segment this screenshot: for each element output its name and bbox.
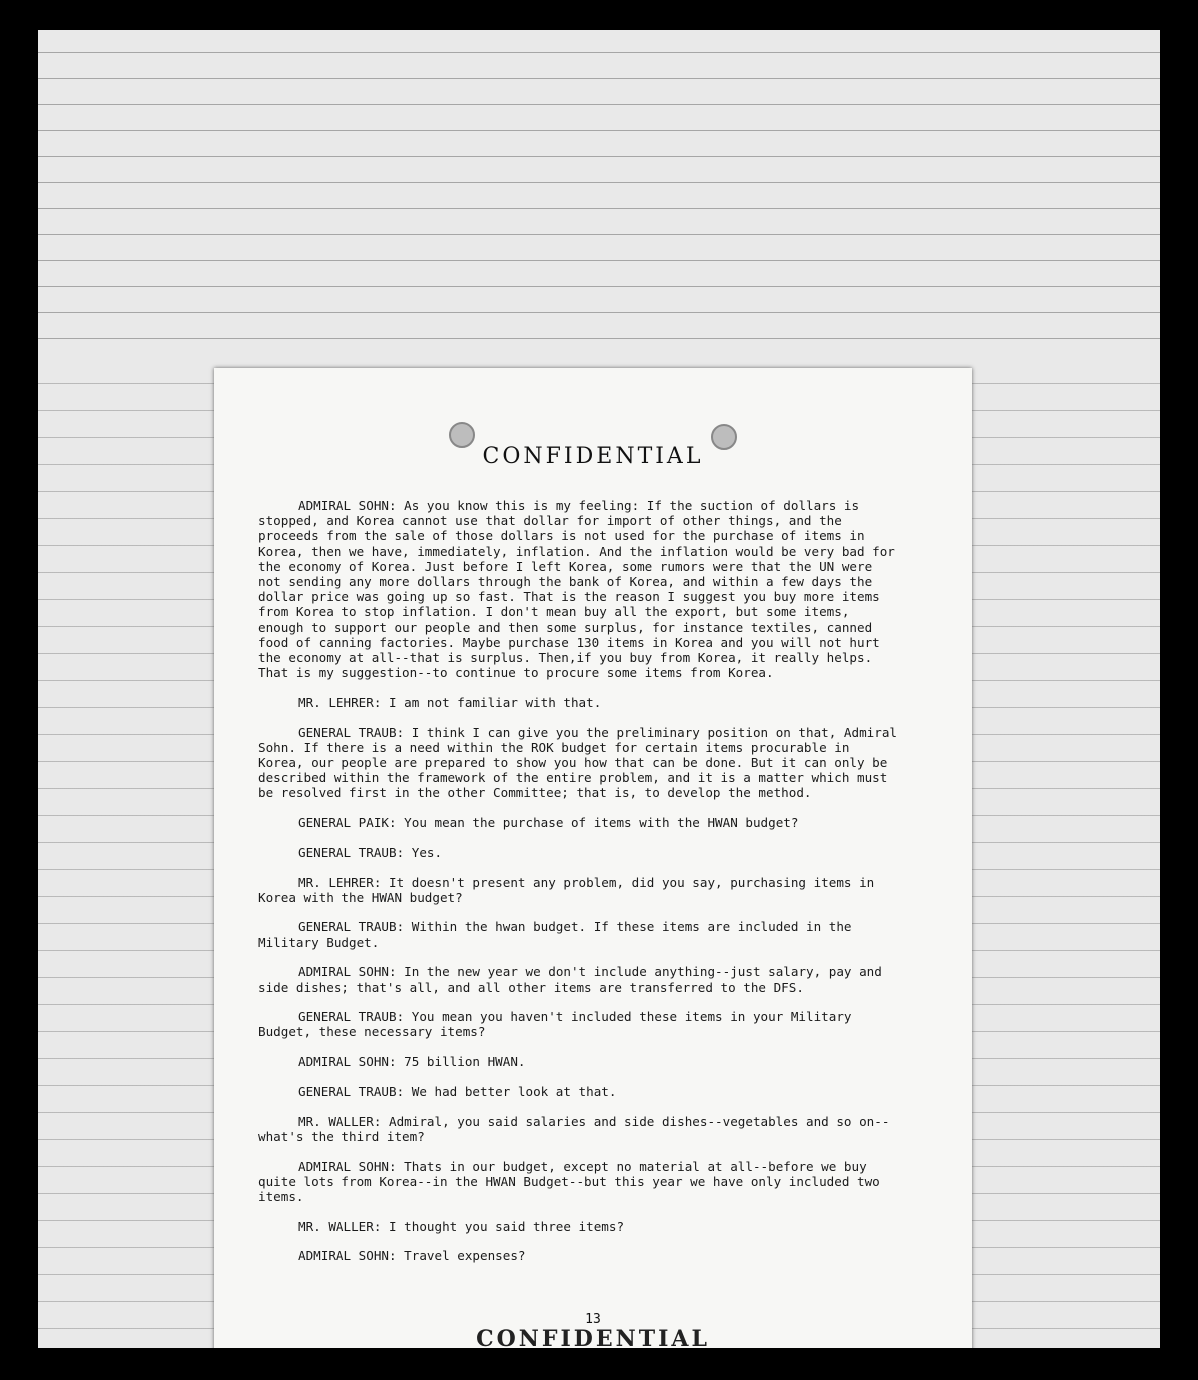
paragraph-text: We had better look at that. xyxy=(411,1083,617,1099)
paragraph-text: Admiral, you said salaries and side dishes--vegetables and so on--what's the third item? xyxy=(258,1113,890,1144)
speaker-name: ADMIRAL SOHN: xyxy=(298,1248,397,1264)
paragraph-text: It doesn't present any problem, did you say, purchasing items in Korea with the HWAN budget? xyxy=(258,874,875,905)
paragraph xyxy=(258,695,898,710)
paragraph-text: I think I can give you the preliminary position on that, Admiral Sohn. If there is a need within the ROK budget for certain items procurable in Korea, our people are prepared to show you how that can be done. But it can only be described within the framework of the entire problem, and it is a matter which must be resolved first in the other Committee; that is, to develop the method. xyxy=(258,724,898,801)
paragraph xyxy=(258,1084,898,1099)
paragraph-text: Within the hwan budget. If these items are included in the Military Budget. xyxy=(258,919,852,950)
paragraph xyxy=(258,1219,898,1234)
paragraph-text: In the new year we don't include anything--just salary, pay and side dishes; that's all, and all other items are transferred to the DFS. xyxy=(258,964,882,995)
paragraph xyxy=(258,1248,898,1263)
speaker-name: GENERAL TRAUB: xyxy=(298,1083,405,1099)
paragraph-text: You mean you haven't included these items in your Military Budget, these necessary items? xyxy=(258,1009,852,1040)
paragraph-text: Travel expenses? xyxy=(404,1248,526,1264)
paragraph xyxy=(258,845,898,860)
paragraph xyxy=(258,815,898,830)
speaker-name: GENERAL PAIK: xyxy=(298,815,397,831)
classification-header: CONFIDENTIAL xyxy=(482,444,704,469)
ruled-paper-right xyxy=(970,360,1160,1348)
speaker-name: GENERAL TRAUB: xyxy=(298,1009,405,1025)
paragraph-text: You mean the purchase of items with the HWAN budget? xyxy=(404,815,799,831)
paragraph xyxy=(258,919,898,949)
speaker-name: ADMIRAL SOHN: xyxy=(298,964,397,980)
paragraph-text: I thought you said three items? xyxy=(389,1218,625,1234)
paragraph-text: 75 billion HWAN. xyxy=(404,1054,526,1070)
speaker-name: GENERAL TRAUB: xyxy=(298,724,405,740)
paragraph xyxy=(258,875,898,905)
speaker-name: ADMIRAL SOHN: xyxy=(298,498,397,513)
document-page xyxy=(214,368,972,1348)
paragraph xyxy=(258,1009,898,1039)
page-number: 13 xyxy=(585,1312,601,1327)
paragraph-text: I am not familiar with that. xyxy=(389,694,602,710)
classification-footer: CONFIDENTIAL xyxy=(476,1326,710,1348)
speaker-name: ADMIRAL SOHN: xyxy=(298,1158,397,1174)
speaker-name: GENERAL TRAUB: xyxy=(298,844,405,860)
paragraph xyxy=(258,725,898,801)
speaker-name: ADMIRAL SOHN: xyxy=(298,1054,397,1070)
speaker-name: MR. WALLER: xyxy=(298,1113,382,1129)
paragraph-text: Yes. xyxy=(411,844,443,860)
paragraph xyxy=(258,964,898,994)
speaker-name: GENERAL TRAUB: xyxy=(298,919,405,935)
speaker-name: MR. LEHRER: xyxy=(298,874,382,890)
transcript-body xyxy=(258,498,898,1278)
speaker-name: MR. WALLER: xyxy=(298,1218,382,1234)
paragraph xyxy=(258,1159,898,1205)
paragraph xyxy=(258,1054,898,1069)
paragraph-text: As you know this is my feeling: If the suction of dollars is stopped, and Korea cannot use that dollar for import of other things, and the proceeds from the sale of those dollars is not used for the purchase of items in Korea, then we have, immediately, inflation. And the inflation would be very bad for the economy of Korea. Just before I left Korea, some rumors were that the UN were not sending any more dollars through the bank of Korea, and within a few days the dollar price was going up so fast. That is the reason I suggest you buy more items from Korea to stop inflation. I don't mean buy all the export, but some items, enough to support our people and then some surplus, for instance textiles, canned food of canning factories. Maybe purchase 130 items in Korea and you will not hurt the economy at all--that is surplus. Then,if you buy from Korea, it really helps. That is my suggestion--to continue to procure some items from Korea. xyxy=(258,498,895,681)
paragraph xyxy=(258,1114,898,1144)
scan-background xyxy=(38,30,1160,1348)
speaker-name: MR. LEHRER: xyxy=(298,694,382,710)
paragraph xyxy=(258,498,898,680)
paragraph-text: Thats in our budget, except no material at all--before we buy quite lots from Korea--in the HWAN Budget--but this year we have only included two items. xyxy=(258,1158,880,1204)
ruled-paper-left xyxy=(38,360,218,1348)
ruled-paper-top xyxy=(38,30,1160,360)
